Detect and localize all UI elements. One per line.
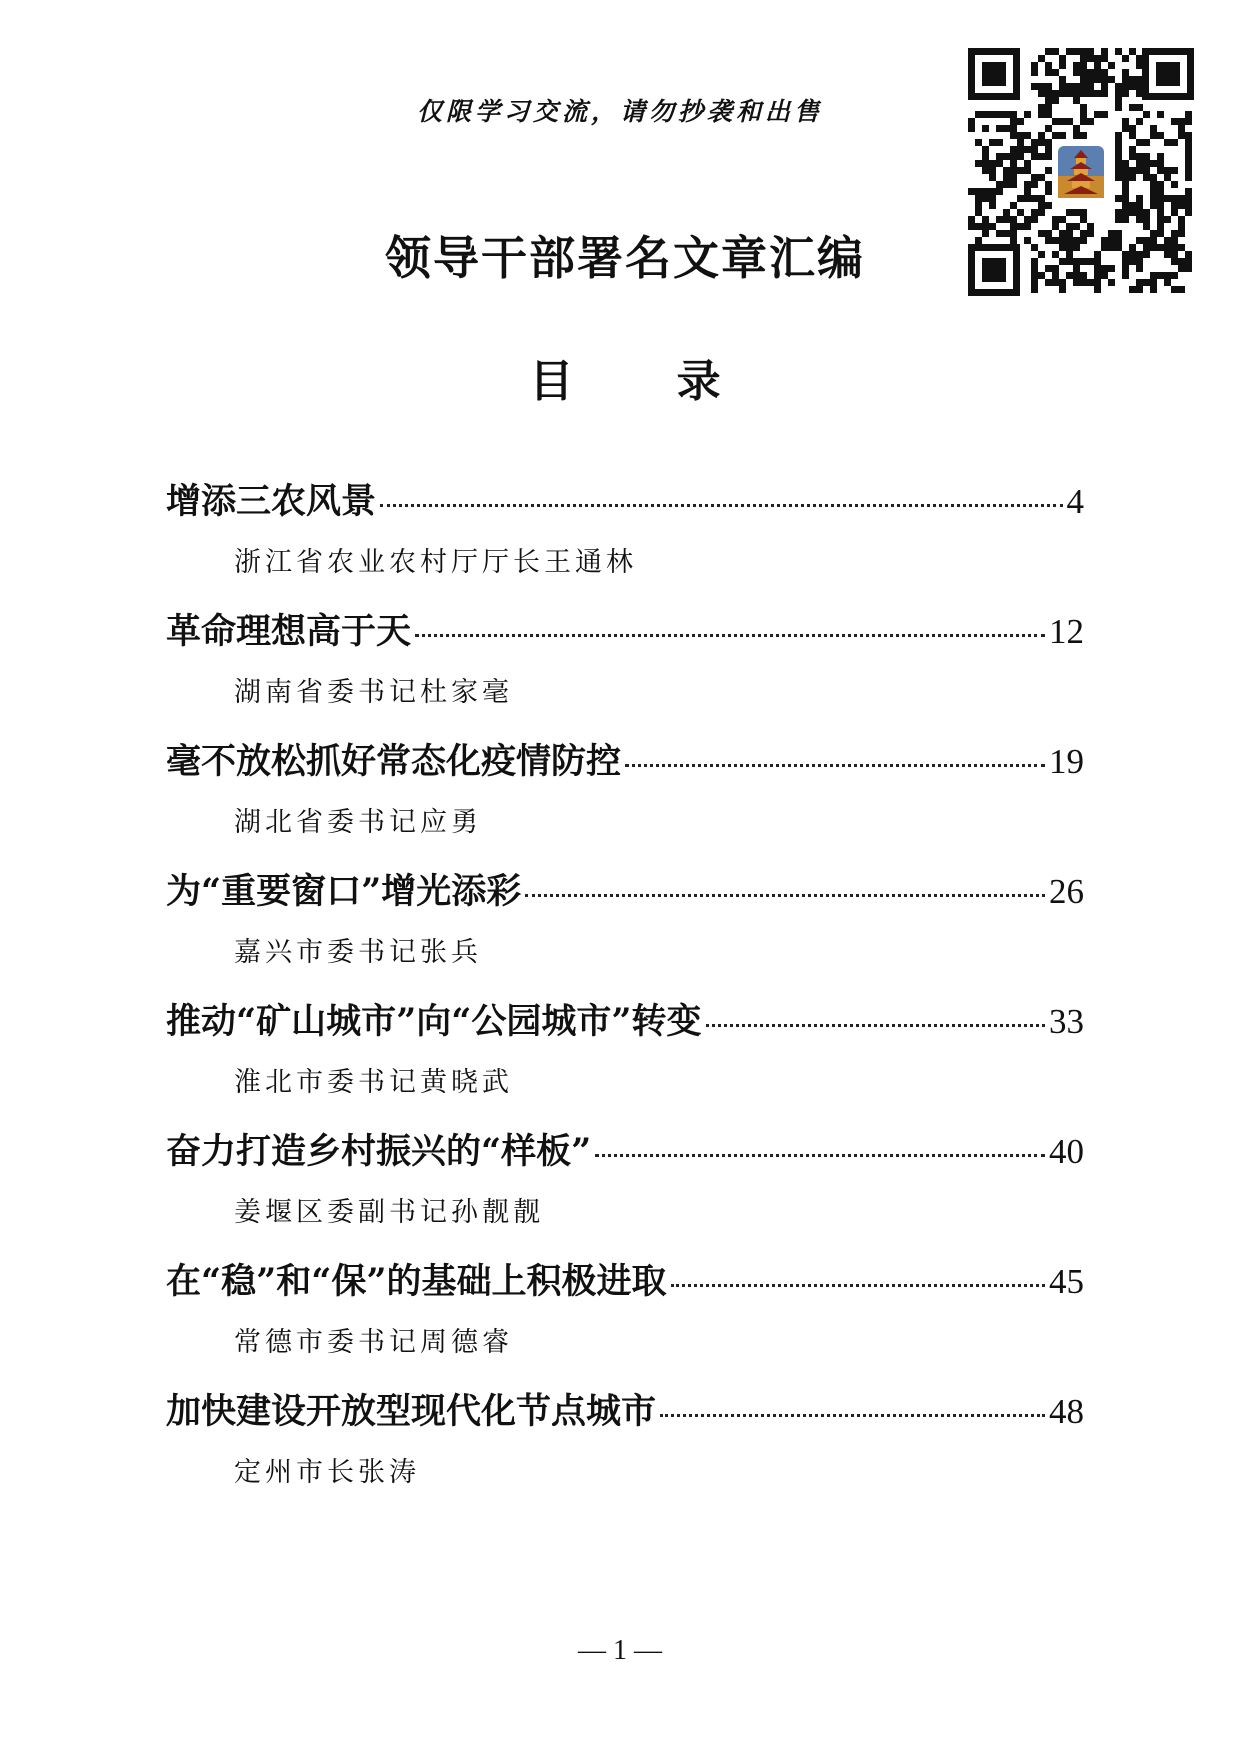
toc-entry-title[interactable]: 奋力打造乡村振兴的“样板” bbox=[166, 1131, 592, 1172]
pagoda-logo-icon bbox=[1055, 143, 1107, 201]
toc-entry-title-row[interactable] bbox=[166, 1254, 1084, 1304]
table-of-contents bbox=[166, 474, 1084, 1514]
dot-leader bbox=[706, 1024, 1045, 1027]
toc-entry-author: 姜堰区委副书记孙靓靓 bbox=[234, 1197, 544, 1228]
toc-entry-title[interactable]: 在“稳”和“保”的基础上积极进取 bbox=[166, 1261, 667, 1302]
toc-entry[interactable] bbox=[166, 474, 1084, 604]
notice-text: 仅限学习交流，请勿抄袭和出售 bbox=[416, 97, 823, 126]
toc-entry-title-row[interactable] bbox=[166, 864, 1084, 914]
dot-leader bbox=[660, 1414, 1045, 1417]
toc-entry[interactable] bbox=[166, 994, 1084, 1124]
toc-entry-author: 定州市长张涛 bbox=[234, 1457, 420, 1488]
dot-leader bbox=[415, 634, 1045, 637]
dot-leader bbox=[671, 1284, 1045, 1287]
toc-entry[interactable] bbox=[166, 734, 1084, 864]
toc-entry-page[interactable]: 4 bbox=[1066, 482, 1084, 521]
toc-entry[interactable] bbox=[166, 604, 1084, 734]
toc-entry-page[interactable]: 26 bbox=[1049, 872, 1084, 911]
page-number: — 1 — bbox=[578, 1635, 662, 1666]
toc-entry-title[interactable]: 为“重要窗口”增光添彩 bbox=[166, 871, 522, 912]
qr-code-icon bbox=[966, 46, 1196, 298]
toc-entry-author: 淮北市委书记黄晓武 bbox=[234, 1067, 513, 1098]
toc-entry-title[interactable]: 推动“矿山城市”向“公园城市”转变 bbox=[166, 1001, 702, 1042]
dot-leader bbox=[595, 1154, 1045, 1157]
toc-entry-page[interactable]: 12 bbox=[1049, 612, 1084, 651]
toc-entry-page[interactable]: 45 bbox=[1049, 1262, 1084, 1301]
toc-entry-title-row[interactable] bbox=[166, 474, 1084, 524]
toc-entry[interactable] bbox=[166, 1384, 1084, 1514]
dot-leader bbox=[625, 764, 1045, 767]
toc-entry-author: 湖南省委书记杜家毫 bbox=[234, 677, 513, 708]
toc-entry[interactable] bbox=[166, 1254, 1084, 1384]
toc-entry-author: 湖北省委书记应勇 bbox=[234, 807, 482, 838]
toc-entry-title-row[interactable] bbox=[166, 734, 1084, 784]
toc-entry-title[interactable]: 革命理想高于天 bbox=[166, 611, 412, 652]
toc-entry[interactable] bbox=[166, 864, 1084, 994]
dot-leader bbox=[380, 504, 1062, 507]
toc-entry-title-row[interactable] bbox=[166, 1384, 1084, 1434]
toc-entry-page[interactable]: 33 bbox=[1049, 1002, 1084, 1041]
toc-heading: 目 录 bbox=[529, 356, 765, 407]
toc-entry-title[interactable]: 加快建设开放型现代化节点城市 bbox=[166, 1391, 657, 1432]
toc-entry-author: 嘉兴市委书记张兵 bbox=[234, 937, 482, 968]
toc-entry[interactable] bbox=[166, 1124, 1084, 1254]
dot-leader bbox=[525, 894, 1045, 897]
toc-entry-title-row[interactable] bbox=[166, 1124, 1084, 1174]
toc-entry-author: 浙江省农业农村厅厅长王通林 bbox=[234, 547, 637, 578]
toc-entry-page[interactable]: 40 bbox=[1049, 1132, 1084, 1171]
toc-entry-page[interactable]: 19 bbox=[1049, 742, 1084, 781]
toc-entry-author: 常德市委书记周德睿 bbox=[234, 1327, 513, 1358]
toc-entry-title[interactable]: 毫不放松抓好常态化疫情防控 bbox=[166, 741, 622, 782]
toc-entry-title-row[interactable] bbox=[166, 604, 1084, 654]
toc-entry-page[interactable]: 48 bbox=[1049, 1392, 1084, 1431]
toc-entry-title[interactable]: 增添三农风景 bbox=[166, 481, 377, 522]
toc-entry-title-row[interactable] bbox=[166, 994, 1084, 1044]
document-title: 领导干部署名文章汇编 bbox=[385, 231, 865, 285]
